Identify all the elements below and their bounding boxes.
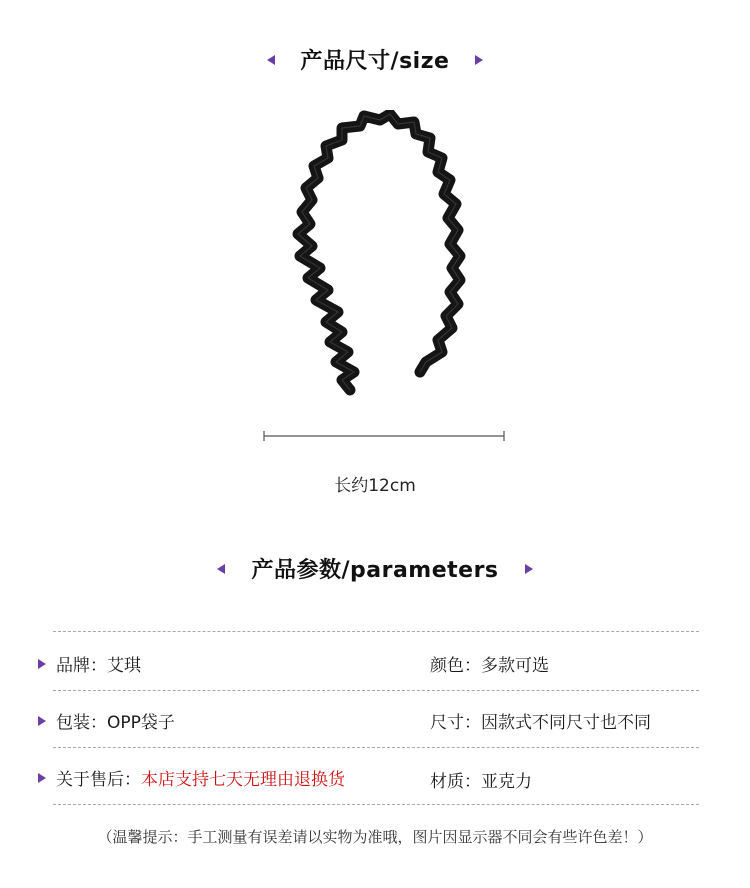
headband-shape [298, 114, 460, 390]
param-brand [38, 651, 141, 676]
size-section-title [0, 44, 750, 75]
param-after-sale [38, 765, 345, 790]
param-color-value: 多款可选 [481, 656, 549, 676]
measure-line [263, 429, 505, 443]
param-size [430, 708, 651, 733]
headband-image [270, 110, 480, 410]
params-title-text: 产品参数/parameters [251, 558, 499, 583]
param-package-label: 包装： [56, 713, 107, 733]
param-color-label: 颜色： [430, 656, 481, 676]
param-size-label: 尺寸： [430, 713, 481, 733]
divider [53, 747, 699, 748]
divider [53, 631, 699, 632]
param-brand-label: 品牌： [56, 656, 107, 676]
param-package [38, 708, 175, 733]
divider [53, 690, 699, 691]
param-package-value: OPP袋子 [107, 713, 175, 733]
triangle-left-icon [267, 55, 275, 65]
triangle-left-icon [217, 564, 225, 574]
param-after-sale-label: 关于售后： [56, 770, 141, 790]
divider [53, 804, 699, 805]
params-section-title [0, 553, 750, 584]
param-size-value: 因款式不同尺寸也不同 [481, 713, 651, 733]
param-brand-value: 艾琪 [107, 656, 141, 676]
param-color [430, 651, 549, 676]
measure-label: 长约12cm [334, 476, 416, 496]
param-material [430, 767, 532, 792]
bullet-icon [38, 716, 46, 726]
param-after-sale-value: 本店支持七天无理由退换货 [141, 770, 345, 790]
triangle-right-icon [525, 564, 533, 574]
triangle-right-icon [475, 55, 483, 65]
size-title-text: 产品尺寸/size [300, 49, 450, 74]
param-material-value: 亚克力 [481, 772, 532, 792]
bullet-icon [38, 773, 46, 783]
param-material-label: 材质： [430, 772, 481, 792]
disclaimer-note: （温馨提示：手工测量有误差请以实物为准哦，图片因显示器不同会有些许色差！） [97, 828, 653, 846]
bullet-icon [38, 659, 46, 669]
